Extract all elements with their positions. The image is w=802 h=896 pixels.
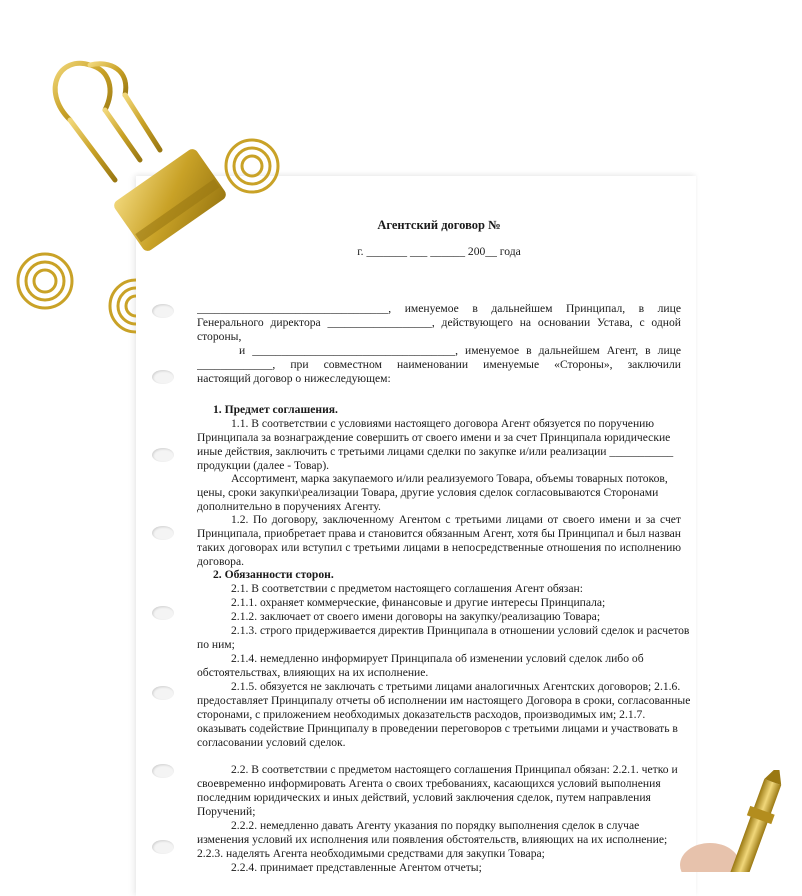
punch-hole bbox=[152, 370, 174, 384]
document-title: Агентский договор № bbox=[377, 218, 501, 232]
spiral-clip-icon bbox=[14, 250, 76, 312]
document-line: обстоятельствах, влияющих на их исполнение. bbox=[197, 666, 429, 679]
punch-hole bbox=[152, 606, 174, 620]
document-line: Принципала, приобретает права и становится обязанным Агент, хотя бы Принципал и был назван bbox=[197, 527, 681, 540]
document-line: 2.2.2. немедленно давать Агенту указания по порядку выполнения сделок в случае bbox=[231, 819, 640, 832]
document-dateline: г. _______ ___ ______ 200__ года bbox=[357, 245, 521, 258]
document-line: 1. Предмет соглашения. bbox=[213, 403, 338, 416]
document-line: последним юридических и иных действий, условий заключения сделок, путем направления bbox=[197, 791, 651, 804]
document-line: таких договорах или вступил с третьими лицами в непосредственные отношения по исполнению bbox=[197, 541, 681, 554]
document-line: 2.1.3. строго придерживается директив Принципала в отношении условий сделок и расчетов bbox=[231, 624, 690, 637]
punch-hole bbox=[152, 840, 174, 854]
document-line: настоящий договор о нижеследующем: bbox=[197, 372, 391, 385]
document-line: 2.2. В соответствии с предметом настоящего соглашения Принципал обязан: 2.2.1. четко и bbox=[231, 763, 678, 776]
document-line: 2.1.2. заключает от своего имени договоры на закупку/реализацию Товара; bbox=[231, 610, 601, 623]
document-line: 2.1.5. обязуется не заключать с третьими лицами аналогичных Агентских договоров; 2.1.6. bbox=[231, 680, 681, 693]
pen-icon bbox=[640, 770, 802, 872]
document-line: и ___________________________________, именуемое в дальнейшем Агент, в лице bbox=[239, 344, 681, 357]
document-line: цены, сроки закупки\реализации Товара, другие условия сделок согласовываются Сторонами bbox=[197, 486, 659, 499]
document-line: 1.1. В соответствии с условиями настоящего договора Агент обязуется по поручению bbox=[231, 417, 655, 430]
spiral-clip-icon bbox=[222, 136, 282, 196]
punch-hole bbox=[152, 448, 174, 462]
punch-hole bbox=[152, 686, 174, 700]
document-line: _____________, при совместном наименовании именуемые «Стороны», заключили bbox=[197, 358, 681, 371]
document-line: 2.2.4. принимает представленные Агентом отчеты; bbox=[231, 861, 482, 874]
document-line: 2.1.1. охраняет коммерческие, финансовые и другие интересы Принципала; bbox=[231, 596, 606, 609]
document-line: стороны, bbox=[197, 330, 242, 343]
document-line: сторонами, с приложением необходимых доказательств расходов, производимых им; 2.1.7. bbox=[197, 708, 646, 721]
punch-hole bbox=[152, 764, 174, 778]
document-line: 2.1. В соответствии с предметом настоящего соглашения Агент обязан: bbox=[231, 582, 583, 595]
document-line: 2. Обязанности сторон. bbox=[213, 568, 334, 581]
document-line: Ассортимент, марка закупаемого и/или реализуемого Товара, объемы товарных потоков, bbox=[231, 472, 668, 485]
document-line: Принципала за вознаграждение совершить от своего имени и за счет Принципала юридические bbox=[197, 431, 671, 444]
punch-hole bbox=[152, 304, 174, 318]
document-line: 2.1.4. немедленно информирует Принципала об изменении условий сделок либо об bbox=[231, 652, 644, 665]
document-line: изменения условий их исполнения или появления обстоятельств, влияющих на их исполнение; bbox=[197, 833, 668, 846]
document-line: продукции (далее - Товар). bbox=[197, 459, 330, 472]
punch-holes bbox=[152, 300, 192, 860]
document-line: _________________________________, именуемое в дальнейшем Принципал, в лице bbox=[197, 302, 681, 315]
spiral-clip-icon bbox=[104, 276, 144, 336]
document-line: договора. bbox=[197, 555, 244, 568]
document-line: 1.2. По договору, заключенному Агентом с третьими лицами от своего имени и за счет bbox=[231, 513, 681, 526]
binder-clip-icon bbox=[30, 40, 230, 260]
document-line: оказывать содействие Принципалу в проведении переговоров с третьими лицами и участвовать в bbox=[197, 722, 678, 735]
document-line: Генерального директора __________________, действующего на основании Устава, с одной bbox=[197, 316, 681, 329]
document-line: 2.2.3. наделять Агента необходимыми средствами для закупки Товара; bbox=[197, 847, 545, 860]
document-line: Поручений; bbox=[197, 805, 256, 818]
document-line: дополнительно в поручениях Агенту. bbox=[197, 500, 381, 513]
punch-hole bbox=[152, 526, 174, 540]
document-line: своевременно информировать Агента о своих требованиях, касающихся условий выполнения bbox=[197, 777, 661, 790]
document-line: по ним; bbox=[197, 638, 235, 651]
document-line: предоставляет Принципалу отчеты об исполнении им настоящего Договора в сроки, согласованные bbox=[197, 694, 691, 707]
document-line: согласовании условий сделок. bbox=[197, 736, 346, 749]
document-line: иные действия, заключить с третьими лицами сделки по закупке и/или реализации ___________ bbox=[197, 445, 674, 458]
